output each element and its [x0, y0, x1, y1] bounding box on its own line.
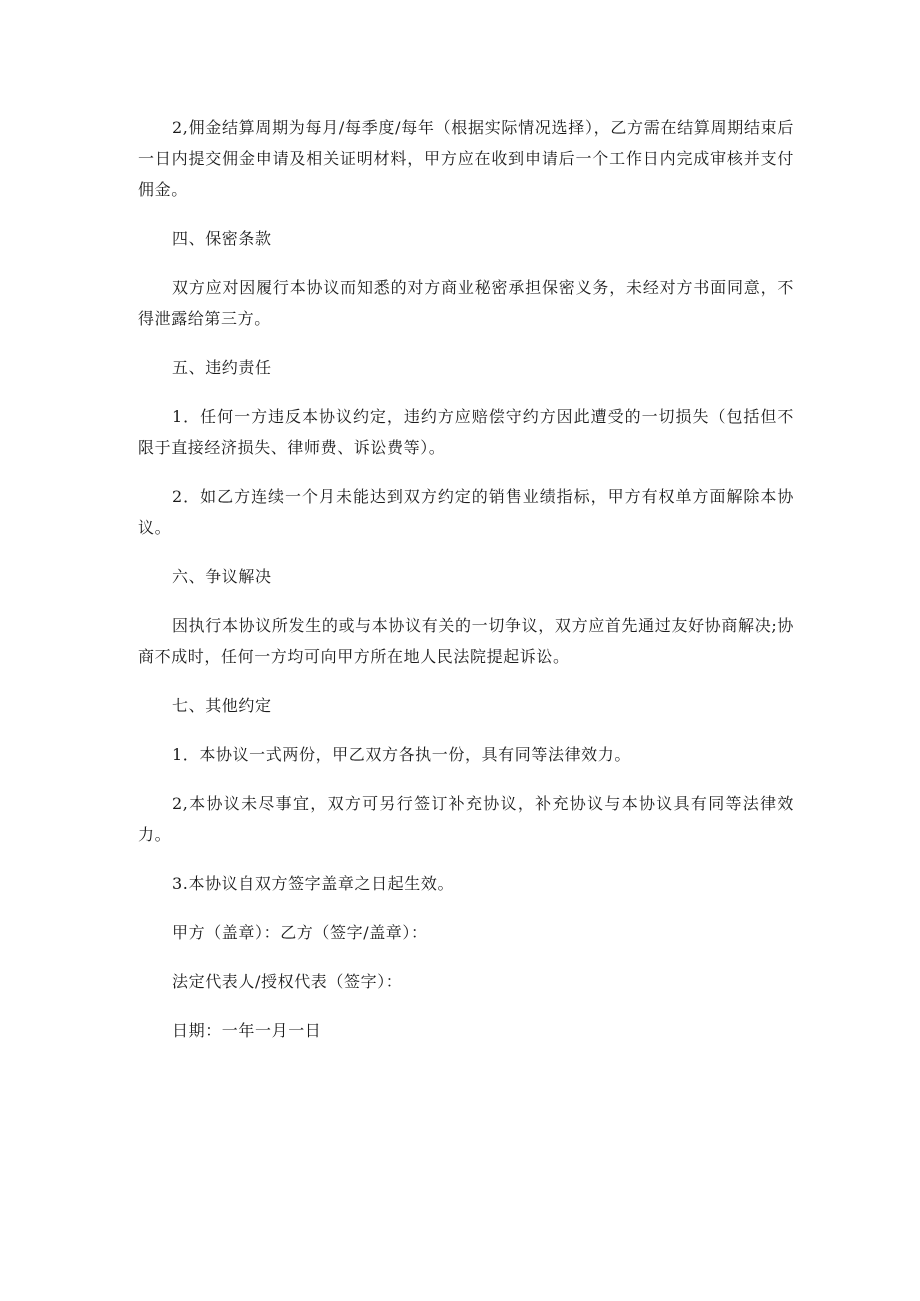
dispute-resolution-heading: 六、争议解决 [172, 567, 272, 586]
breach-clause-2: 2．如乙方连续一个月未能达到双方约定的销售业绩指标，甲方有权单方面解除本协议。 [138, 487, 794, 537]
breach-liability-heading: 五、违约责任 [172, 358, 272, 377]
commission-settlement-paragraph: 2,佣金结算周期为每月/每季度/每年（根据实际情况选择），乙方需在结算周期结束后一日内提交佣金申请及相关证明材料，甲方应在收到申请后一个工作日内完成审核并支付佣金。 [138, 118, 794, 199]
breach-clause-1: 1．任何一方违反本协议约定，违约方应赔偿守约方因此遭受的一切损失（包括但不限于直接经济损失、律师费、诉讼费等）。 [138, 407, 794, 457]
party-signature-line: 甲方（盖章）：乙方（签字/盖章）： [172, 923, 428, 942]
document-body [138, 112, 794, 1064]
date-line: 日期：一年一月一日 [172, 1021, 322, 1040]
other-terms-clause-2: 2,本协议未尽事宜，双方可另行签订补充协议，补充协议与本协议具有同等法律效力。 [138, 794, 794, 844]
dispute-resolution-paragraph: 因执行本协议所发生的或与本协议有关的一切争议，双方应首先通过友好协商解决;协商不成时，任何一方均可向甲方所在地人民法院提起诉讼。 [138, 616, 794, 666]
other-terms-clause-1: 1．本协议一式两份，甲乙双方各执一份，具有同等法律效力。 [172, 745, 631, 764]
other-terms-clause-3: 3.本协议自双方签字盖章之日起生效。 [172, 874, 455, 893]
confidentiality-heading: 四、保密条款 [172, 229, 272, 248]
representative-signature-line: 法定代表人/授权代表（签字）： [172, 972, 403, 991]
confidentiality-paragraph: 双方应对因履行本协议而知悉的对方商业秘密承担保密义务，未经对方书面同意，不得泄露给第三方。 [138, 278, 794, 328]
other-terms-heading: 七、其他约定 [172, 696, 272, 715]
